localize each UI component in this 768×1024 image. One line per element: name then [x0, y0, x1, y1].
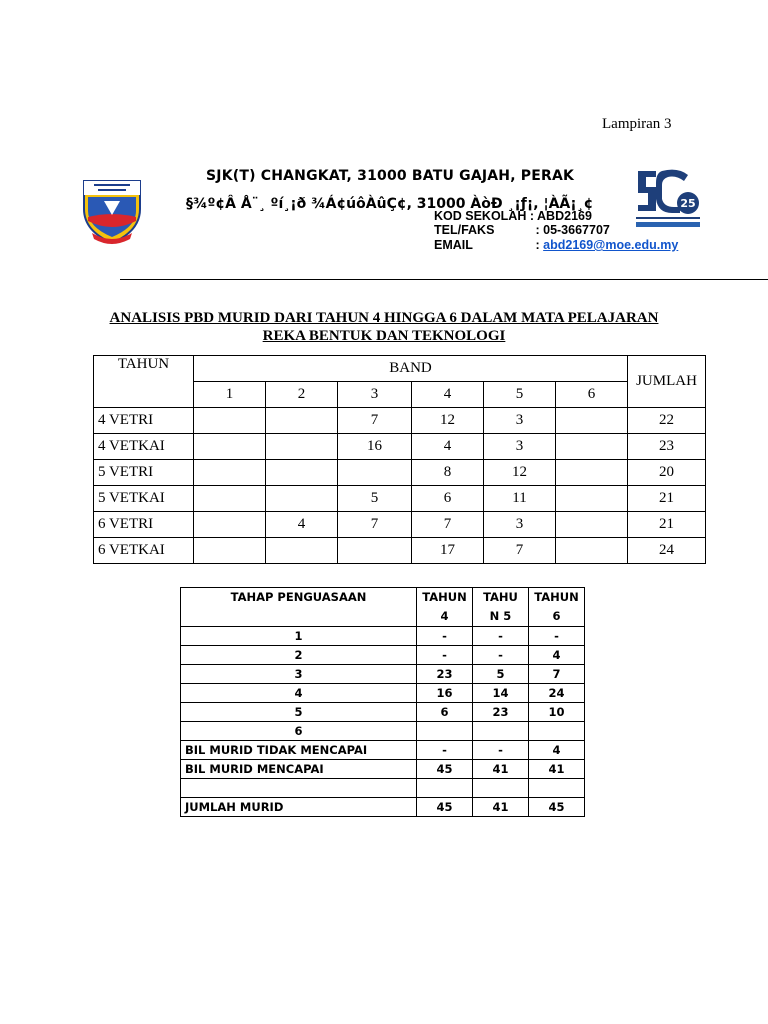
row-tahun: 4 VETKAI [94, 434, 194, 460]
band-cell [266, 460, 338, 486]
empty-cell [529, 779, 585, 798]
empty-cell [417, 779, 473, 798]
table-row [181, 665, 585, 684]
header-divider [120, 279, 768, 280]
school-code-line [434, 209, 592, 223]
tahun-5-value: 41 [473, 798, 529, 817]
phone-fax-label: TEL/FAKS [434, 223, 495, 237]
tahun-5-value: 5 [473, 665, 529, 684]
tahun-4-value [417, 722, 473, 741]
tahun-6-value: 4 [529, 741, 585, 760]
row-tahun: 5 VETRI [94, 460, 194, 486]
school-crest-logo [80, 175, 144, 247]
report-title [90, 309, 678, 345]
band-cell: 7 [484, 538, 556, 564]
tahun-4-value: 45 [417, 760, 473, 779]
band-header-5: 5 [484, 382, 556, 408]
band-cell: 5 [338, 486, 412, 512]
tahap-level: 4 [181, 684, 417, 703]
tahun-6-value: 45 [529, 798, 585, 817]
tahun-6-value: 41 [529, 760, 585, 779]
band-cell: 16 [338, 434, 412, 460]
band-cell [194, 512, 266, 538]
tahun-5-value: 23 [473, 703, 529, 722]
tidak-mencapai-label: BIL MURID TIDAK MENCAPAI [181, 741, 417, 760]
row-jumlah: 22 [628, 408, 706, 434]
anniversary-25-logo [632, 165, 704, 233]
band-cell [194, 486, 266, 512]
header-jumlah: JUMLAH [628, 356, 706, 408]
table-row [181, 722, 585, 741]
band-cell [338, 460, 412, 486]
school-name: SJK(T) CHANGKAT, 31000 BATU GAJAH, PERAK [206, 168, 575, 184]
phone-fax-value: : 05-3667707 [535, 223, 610, 237]
band-cell [194, 460, 266, 486]
band-cell: 3 [484, 512, 556, 538]
tahun-4-value: 23 [417, 665, 473, 684]
mencapai-label: BIL MURID MENCAPAI [181, 760, 417, 779]
row-jumlah: 21 [628, 512, 706, 538]
band-cell: 12 [412, 408, 484, 434]
email-link[interactable]: abd2169@moe.edu.my [543, 238, 679, 252]
header-tahun-6-line2: 6 [552, 609, 561, 623]
table-row [94, 512, 706, 538]
table-row [181, 760, 585, 779]
row-tahun: 4 VETRI [94, 408, 194, 434]
school-code-value: : ABD2169 [529, 209, 592, 223]
row-jumlah: 24 [628, 538, 706, 564]
tahun-4-value: 45 [417, 798, 473, 817]
band-header-4: 4 [412, 382, 484, 408]
table-row [181, 684, 585, 703]
email-label: EMAIL [434, 238, 473, 252]
tahap-level: 5 [181, 703, 417, 722]
band-header-3: 3 [338, 382, 412, 408]
table-row [94, 486, 706, 512]
band-header-2: 2 [266, 382, 338, 408]
band-cell [556, 538, 628, 564]
anniversary-number: 25 [680, 197, 696, 210]
band-cell [266, 486, 338, 512]
empty-cell [181, 779, 417, 798]
band-header-1: 1 [194, 382, 266, 408]
tahap-level: 1 [181, 627, 417, 646]
row-tahun: 6 VETRI [94, 512, 194, 538]
row-jumlah: 20 [628, 460, 706, 486]
band-cell: 4 [266, 512, 338, 538]
empty-cell [473, 779, 529, 798]
tahun-6-value: 4 [529, 646, 585, 665]
band-cell [556, 408, 628, 434]
school-code-label: KOD SEKOLAH [434, 209, 527, 223]
row-jumlah: 23 [628, 434, 706, 460]
header-tahun-6-line1: TAHUN [534, 590, 579, 604]
tahun-5-value: - [473, 646, 529, 665]
header-tahun-4-line2: 4 [440, 609, 449, 623]
tahap-level: 3 [181, 665, 417, 684]
table-row [94, 538, 706, 564]
report-title-line2: REKA BENTUK DAN TEKNOLOGI [262, 328, 506, 344]
attachment-label: Lampiran 3 [602, 116, 672, 132]
table-row [181, 646, 585, 665]
table-row [94, 434, 706, 460]
band-cell [194, 408, 266, 434]
mastery-level-table [180, 587, 585, 817]
band-cell [194, 434, 266, 460]
band-cell: 6 [412, 486, 484, 512]
band-header-6: 6 [556, 382, 628, 408]
tahun-5-value: - [473, 627, 529, 646]
header-tahun-5-line1: TAHU [483, 590, 518, 604]
band-cell [556, 512, 628, 538]
report-title-line1: ANALISIS PBD MURID DARI TAHUN 4 HINGGA 6 DALAM MATA PELAJARAN [109, 310, 659, 326]
band-cell [556, 486, 628, 512]
tahap-level: 2 [181, 646, 417, 665]
band-cell: 7 [338, 408, 412, 434]
phone-fax-line [434, 223, 610, 237]
tahun-5-value [473, 722, 529, 741]
table-row [181, 627, 585, 646]
tahun-6-value: - [529, 627, 585, 646]
tahun-4-value: - [417, 741, 473, 760]
band-table [93, 355, 706, 564]
band-cell: 8 [412, 460, 484, 486]
email-colon: : [535, 238, 540, 252]
tahun-4-value: - [417, 627, 473, 646]
band-cell: 7 [412, 512, 484, 538]
row-tahun: 5 VETKAI [94, 486, 194, 512]
header-tahun: TAHUN [94, 356, 194, 408]
header-tahun-4 [417, 588, 473, 627]
header-tahun-4-line1: TAHUN [422, 590, 467, 604]
band-cell: 3 [484, 434, 556, 460]
tahun-5-value: - [473, 741, 529, 760]
table-row [181, 741, 585, 760]
tahun-6-value: 10 [529, 703, 585, 722]
band-cell [266, 434, 338, 460]
jumlah-murid-label: JUMLAH MURID [181, 798, 417, 817]
band-cell: 3 [484, 408, 556, 434]
tahun-6-value [529, 722, 585, 741]
band-cell: 12 [484, 460, 556, 486]
email-line [434, 238, 678, 252]
header-tahap-penguasaan: TAHAP PENGUASAAN [181, 588, 417, 627]
row-tahun: 6 VETKAI [94, 538, 194, 564]
header-tahun-6 [529, 588, 585, 627]
header-tahun-5 [473, 588, 529, 627]
band-cell [556, 434, 628, 460]
header-band: BAND [194, 356, 628, 382]
band-cell [194, 538, 266, 564]
tahun-4-value: 6 [417, 703, 473, 722]
row-jumlah: 21 [628, 486, 706, 512]
tahun-4-value: 16 [417, 684, 473, 703]
tahun-6-value: 7 [529, 665, 585, 684]
tahun-5-value: 14 [473, 684, 529, 703]
band-cell [556, 460, 628, 486]
band-cell: 7 [338, 512, 412, 538]
tahun-6-value: 24 [529, 684, 585, 703]
band-cell [338, 538, 412, 564]
table-row [181, 798, 585, 817]
band-cell [266, 408, 338, 434]
school-name-tamil: §¾º¢Â Å¨¸ ºí¸¡ð ¾Á¢úôÀûÇ¢, 31000 ÀòÐ ¸¡ƒ¡, ¦ÀÃ¡¸¢ [186, 196, 594, 212]
empty-row [181, 779, 585, 798]
band-cell: 11 [484, 486, 556, 512]
table-row [94, 460, 706, 486]
band-cell [266, 538, 338, 564]
band-cell: 4 [412, 434, 484, 460]
band-cell: 17 [412, 538, 484, 564]
table-row [181, 703, 585, 722]
tahun-5-value: 41 [473, 760, 529, 779]
header-tahun-5-line2: N 5 [489, 609, 512, 623]
table-row [94, 408, 706, 434]
tahap-level: 6 [181, 722, 417, 741]
tahun-4-value: - [417, 646, 473, 665]
